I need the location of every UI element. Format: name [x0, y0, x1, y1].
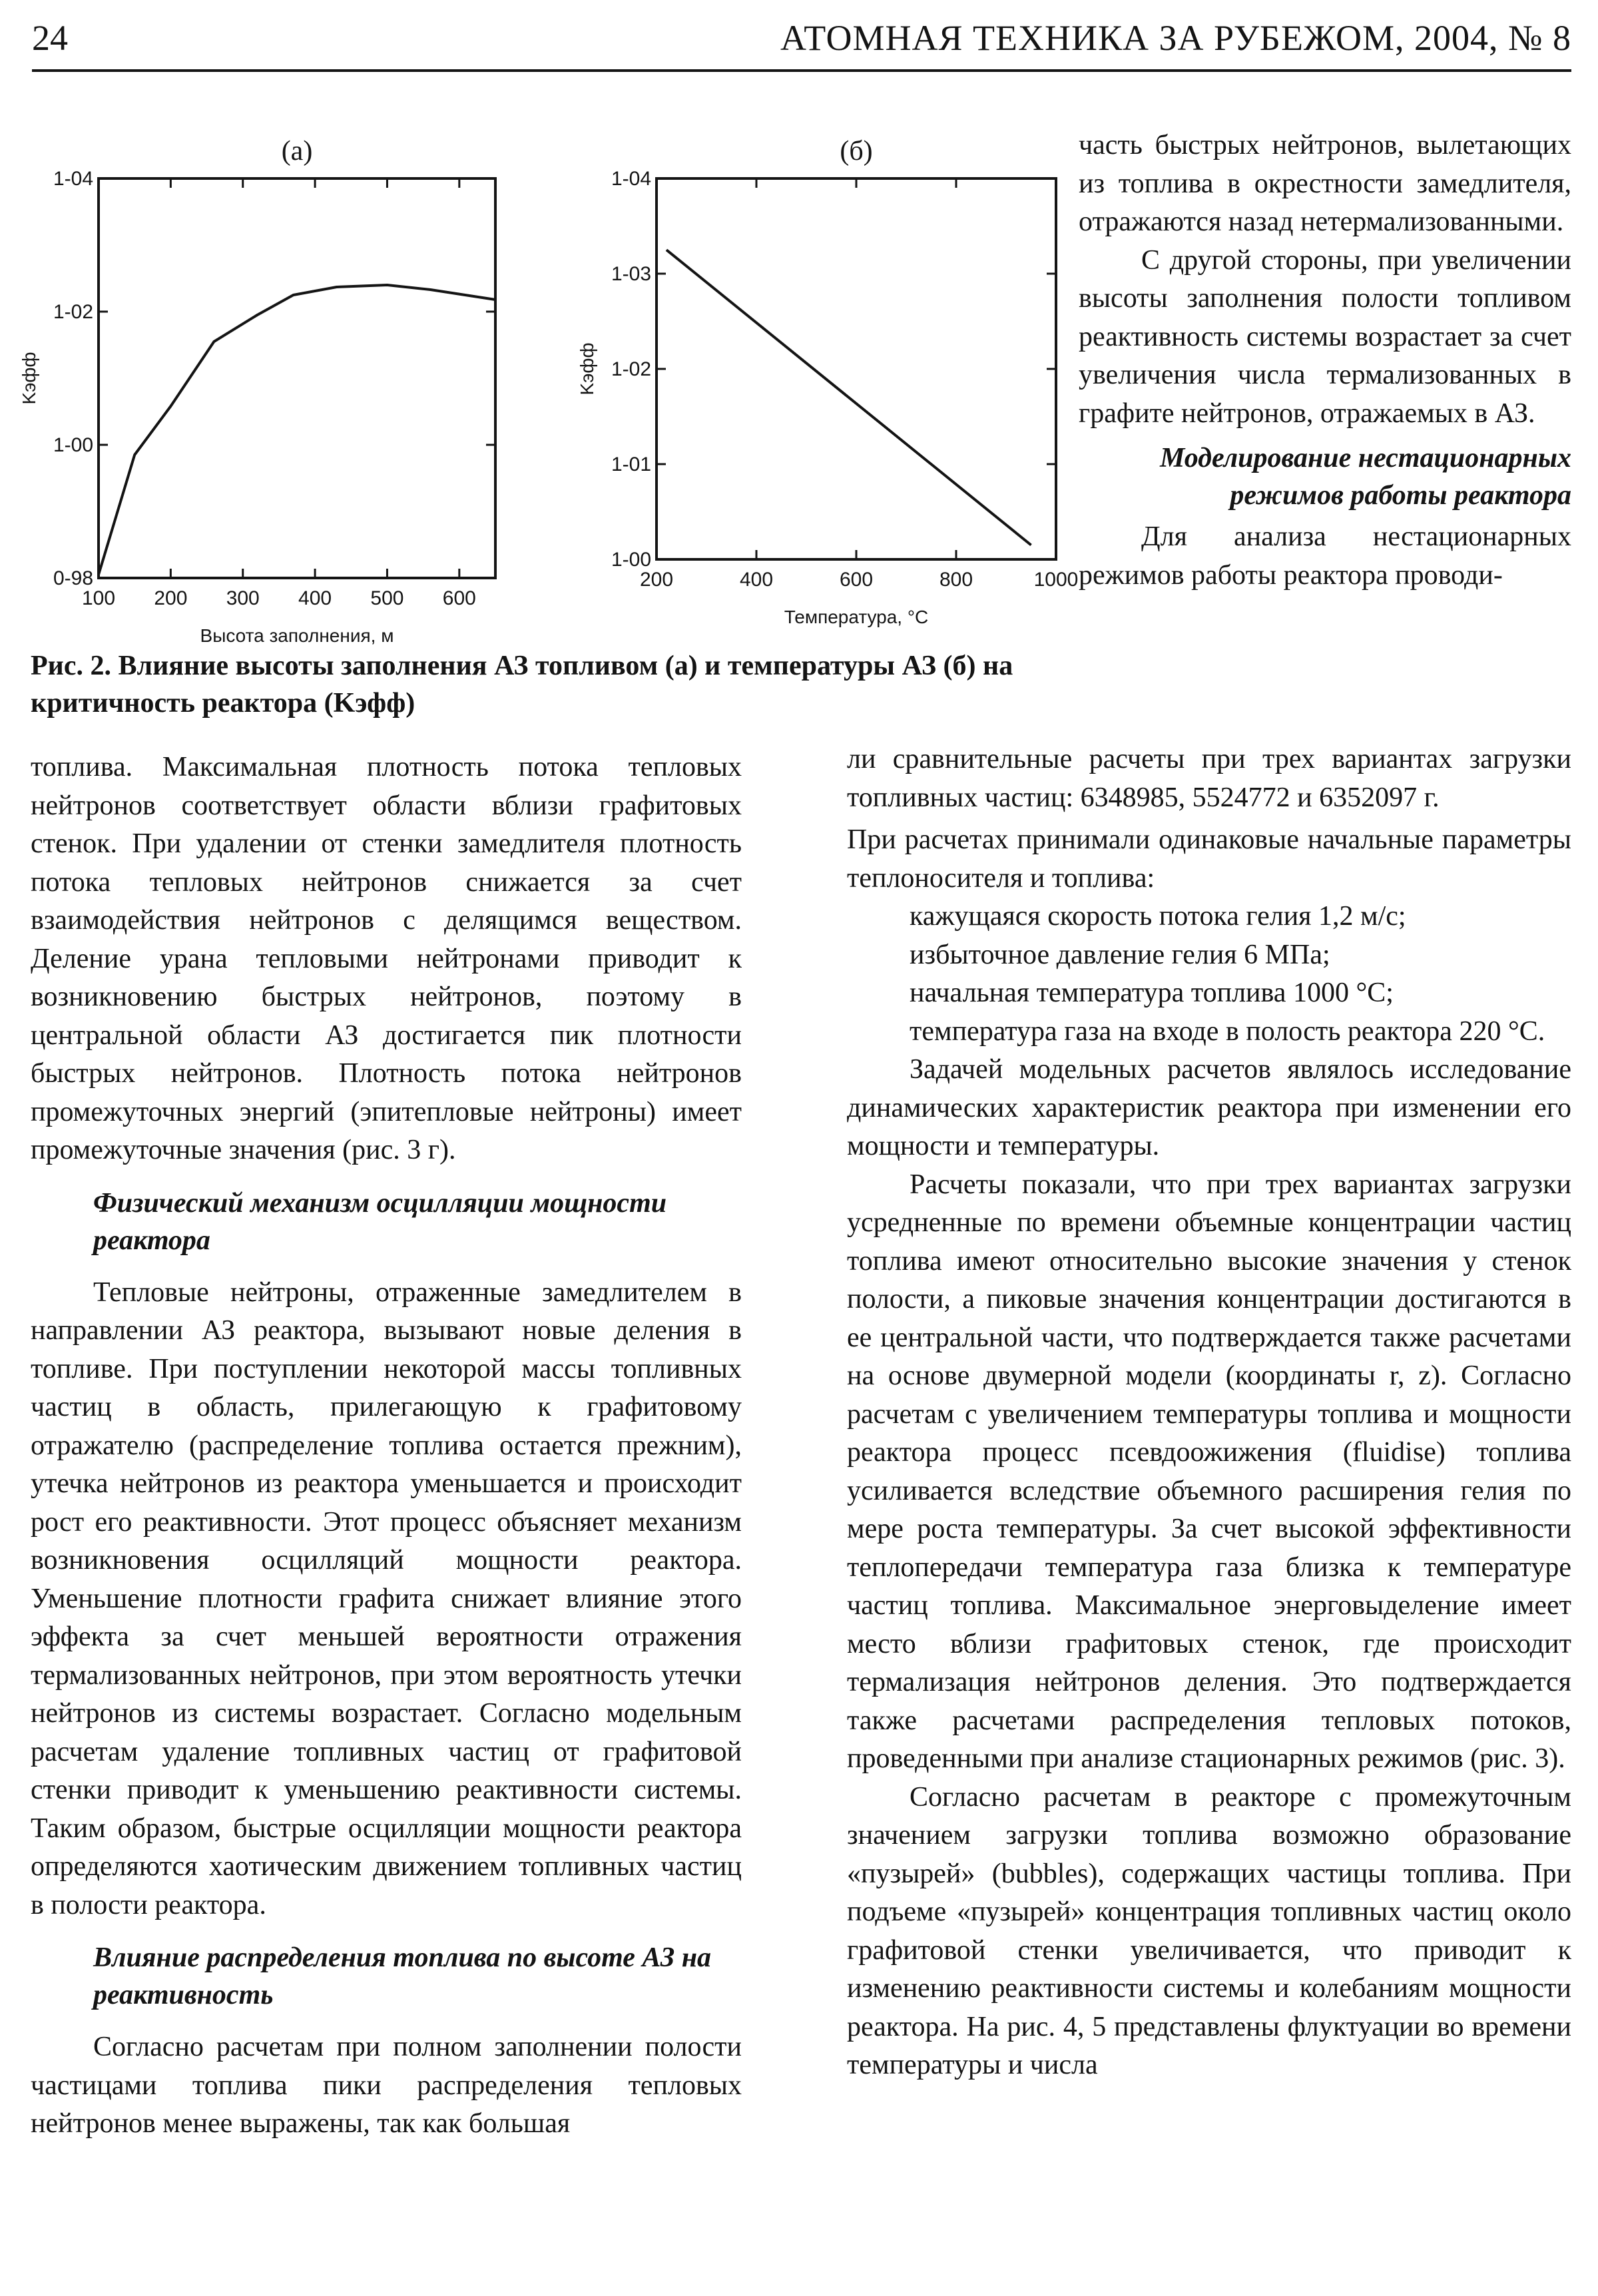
y-axis-label: Kэфф: [19, 352, 39, 405]
list-item: кажущаяся скорость потока гелия 1,2 м/с;: [910, 901, 1406, 932]
left-column: [31, 748, 742, 2144]
chart-b: [546, 133, 1079, 653]
paragraph: топлива. Максимальная плотность потока тепловых нейтронов соответствует области вблизи графитовых стенок. При удалении от стенки замедлителя плотность потока тепловых нейтронов снижается за счет взаимодействия нейтронов с делящимся веществом. Деление урана тепловыми нейтронами приводит к возникновению быстрых нейтронов, поэтому в центральной области АЗ достигается пик плотности быстрых нейтронов. Плотность потока нейтронов промежуточных энергий (эпитепловые нейтроны) имеет промежуточные значения (рис. 3 г).: [31, 752, 742, 1165]
y-tick-label: 0-98: [53, 567, 93, 589]
x-tick-label: 500: [370, 587, 404, 609]
paragraph: Для анализа нестационарных режимов работы реактора проводи-: [1079, 521, 1571, 591]
paragraph: При расчетах принимали одинаковые начальные параметры теплоносителя и топлива:: [847, 824, 1571, 894]
data-series-line: [666, 250, 1031, 545]
y-tick-label: 1-01: [611, 453, 651, 475]
y-tick-label: 1-00: [53, 434, 93, 456]
y-tick-label: 1-03: [611, 263, 651, 285]
data-point: [387, 285, 388, 286]
paragraph: С другой стороны, при увеличении высоты заполнения полости топливом реактивность системы возрастает за счет увеличения числа термализованных в графите нейтронов, отражаемых в АЗ.: [1079, 244, 1571, 429]
figure-b: [546, 133, 1079, 653]
paragraph: Расчеты показали, что при трех вариантах загрузки усредненные по времени объемные концентрации частиц топлива имеют относительно высокие значения у стенок полости, а пиковые значения концентрации достигаются в ее центральной части, что подтверждается также расчетами на основе двумерной модели (координаты r, z). Согласно расчетам с увеличением температуры топлива и мощности реактора процесс псевдоожижения (fluidise) топлива усиливается вследствие объемного расширения гелия по мере роста температуры. За счет высокой эффективности теплопередачи температура газа близка к температуре частиц топлива. Максимальное энерговыделение имеет место вблизи графитовых стенок, где происходит термализация нейтронов деления. Это подтверждается также расчетами распределения тепловых потоков, проведенными при анализе стационарных режимов (рис. 3).: [847, 1169, 1571, 1774]
section-heading: Физический механизм осцилляции мощности реактора: [93, 1187, 667, 1256]
page-number: 24: [32, 18, 68, 58]
data-series-line: [99, 285, 495, 575]
x-axis-label: Высота заполнения, м: [200, 625, 394, 646]
y-tick-label: 1-02: [53, 301, 93, 323]
data-point: [257, 315, 258, 316]
x-tick-label: 800: [939, 569, 973, 591]
list-item: избыточное давление гелия 6 МПа;: [910, 939, 1330, 970]
paragraph: Тепловые нейтроны, отраженные замедлителем в направлении АЗ реактора, вызывают новые деления в топливе. При поступлении некоторой массы топливных частиц в область, прилегающую к графитовому отражателю (распределение топлива остается прежним), утечка нейтронов из реактора уменьшается и происходит рост его реактивности. Этот процесс объясняет механизм возникновения осцилляций мощности реактора. Уменьшение плотности графита снижает влияние этого эффекта за счет меньшей вероятности отражения термализованных нейтронов, при этом вероятность утечки нейтронов из системы возрастает. Согласно модельным расчетам удаление топливных частиц от графитовой стенки приводит к уменьшению реактивности системы. Таким образом, быстрые осцилляции мощности реактора определяются хаотическим движением топливных частиц в полости реактора.: [31, 1277, 742, 1920]
paragraph: Согласно расчетам при полном заполнении полости частицами топлива пики распределения тепловых нейтронов менее выражены, так как большая: [31, 2032, 742, 2139]
y-tick-label: 1-04: [611, 168, 651, 190]
x-tick-label: 300: [226, 587, 260, 609]
y-axis-label: Kэфф: [577, 342, 597, 396]
x-tick-label: 200: [154, 587, 188, 609]
paragraph: ли сравнительные расчеты при трех вариантах загрузки топливных частиц: 6348985, 5524772 и 6352097 г.: [847, 744, 1571, 813]
data-point: [293, 295, 294, 296]
list-item: температура газа на входе в полость реактора 220 °С.: [910, 1015, 1545, 1047]
y-tick-label: 1-02: [611, 358, 651, 380]
panel-label: (а): [281, 136, 313, 166]
chart-a: [0, 133, 519, 653]
figure-a: [0, 133, 519, 653]
panel-label: (б): [840, 136, 873, 166]
x-tick-label: 400: [298, 587, 332, 609]
journal-title: АТОМНАЯ ТЕХНИКА ЗА РУБЕЖОМ, 2004, № 8: [780, 18, 1571, 58]
plot-frame: [99, 178, 495, 578]
figure-caption: Рис. 2. Влияние высоты заполнения АЗ топливом (а) и температуры АЗ (б) на критичность реактора (Kэфф): [31, 651, 1013, 718]
x-tick-label: 100: [81, 587, 116, 609]
section-heading: Моделирование нестационарных режимов работы реактора: [1159, 443, 1571, 511]
x-tick-label: 600: [839, 569, 874, 591]
paragraph: Задачей модельных расчетов являлось исследование динамических характеристик реактора при изменении его мощности и температуры.: [847, 1054, 1571, 1161]
y-tick-label: 1-04: [53, 168, 93, 190]
plot-frame: [657, 178, 1056, 559]
x-axis-label: Температура, °С: [784, 607, 929, 627]
y-tick-label: 1-00: [611, 549, 651, 571]
x-tick-label: 600: [442, 587, 476, 609]
x-tick-label: 400: [739, 569, 774, 591]
paragraph: часть быстрых нейтронов, вылетающих из топлива в окрестности замедлителя, отражаются назад нетермализованными.: [1079, 130, 1571, 237]
list-item: начальная температура топлива 1000 °С;: [910, 978, 1394, 1008]
right-column: [847, 740, 1571, 2085]
data-point: [170, 406, 171, 407]
data-point: [336, 287, 337, 288]
right-column-top: [1079, 127, 1571, 595]
x-tick-label: 200: [639, 569, 674, 591]
paragraph: Согласно расчетам в реакторе с промежуточным значением загрузки топлива возможно образование «пузырей» (bubbles), содержащих частицы топлива. При подъеме «пузырей» концентрация топливных частиц около графитовой стенки увеличивается, что приводит к изменению реактивности системы и колебаниям мощности реактора. На рис. 4, 5 представлены флуктуации во времени температуры и числа: [847, 1781, 1571, 2080]
section-heading: Влияние распределения топлива по высоте АЗ на реактивность: [93, 1942, 712, 2010]
x-tick-label: 1000: [1033, 569, 1079, 591]
header-rule: [32, 69, 1571, 72]
